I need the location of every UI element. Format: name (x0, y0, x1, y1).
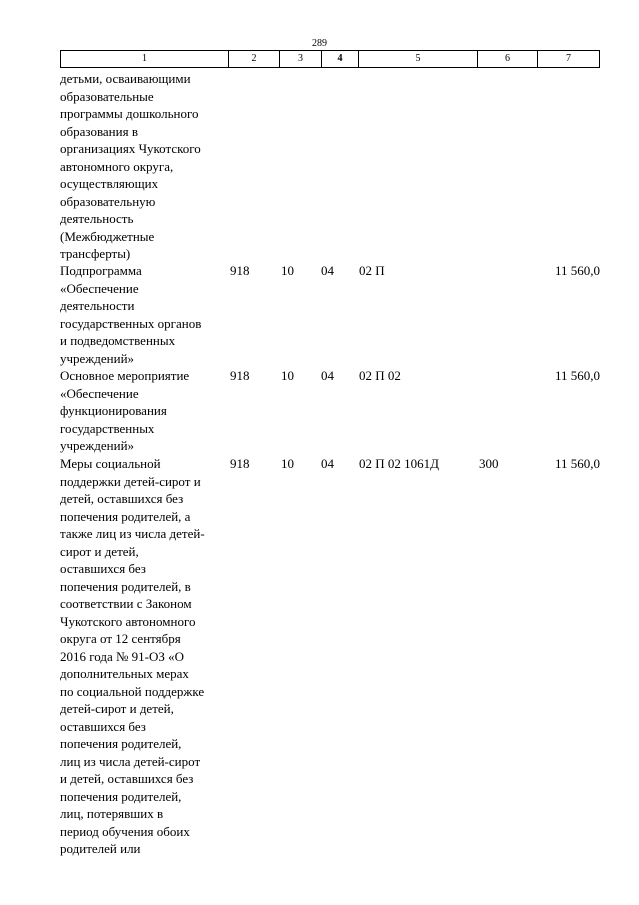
row-subsection: 04 (321, 263, 334, 278)
row-target-article: 02 П 02 (359, 368, 401, 383)
row-section: 10 (281, 263, 294, 278)
header-col-4: 4 (322, 51, 359, 67)
table-header (60, 50, 600, 68)
header-col-1: 1 (61, 51, 229, 67)
row-ved: 918 (230, 368, 250, 383)
row-target-article: 02 П 02 1061Д (359, 456, 440, 471)
header-col-2: 2 (229, 51, 280, 67)
row-ved: 918 (230, 263, 250, 278)
row-amount: 11 560,0 (554, 263, 600, 278)
row-name: Основное мероприятие «Обеспечение функционирования государственных учреждений» (60, 368, 190, 453)
row-amount: 11 560,0 (554, 368, 600, 383)
header-col-7: 7 (566, 53, 571, 64)
row-name: Подпрограмма «Обеспечение деятельности государственных органов и подведомственных учреждений» (60, 263, 202, 366)
row-amount: 11 560,0 (554, 456, 600, 471)
row-name: детьми, осваивающими образовательные программы дошкольного образования в организациях Чукотского автономного округа, осуществляющих образовательную деятельность (Межбюджетные трансферты) (60, 71, 201, 261)
header-col-5: 5 (359, 51, 478, 67)
row-name: Меры социальной поддержки детей-сирот и детей, оставшихся без попечения родителей, а также лиц из числа детей- сирот и детей, оставшихся без попечения родителей, в соответствии с Законом Чукотского автономного округа от 12 сентября 2016 года № 91-ОЗ «О дополнительных мерах по социальной поддержке детей-сирот и детей, оставшихся без попечения родителей, лиц из числа детей-сирот и детей, оставшихся без попечения родителей, лиц, потерявших в период обучения обоих родителей или (60, 456, 205, 856)
header-col-3: 3 (280, 51, 322, 67)
row-expense-type: 300 (479, 456, 499, 471)
row-subsection: 04 (321, 456, 334, 471)
header-col-6: 6 (478, 51, 538, 67)
row-section: 10 (281, 368, 294, 383)
row-target-article: 02 П (359, 263, 385, 278)
row-ved: 918 (230, 456, 250, 471)
row-subsection: 04 (321, 368, 334, 383)
row-section: 10 (281, 456, 294, 471)
page-number: 289 (312, 38, 327, 49)
